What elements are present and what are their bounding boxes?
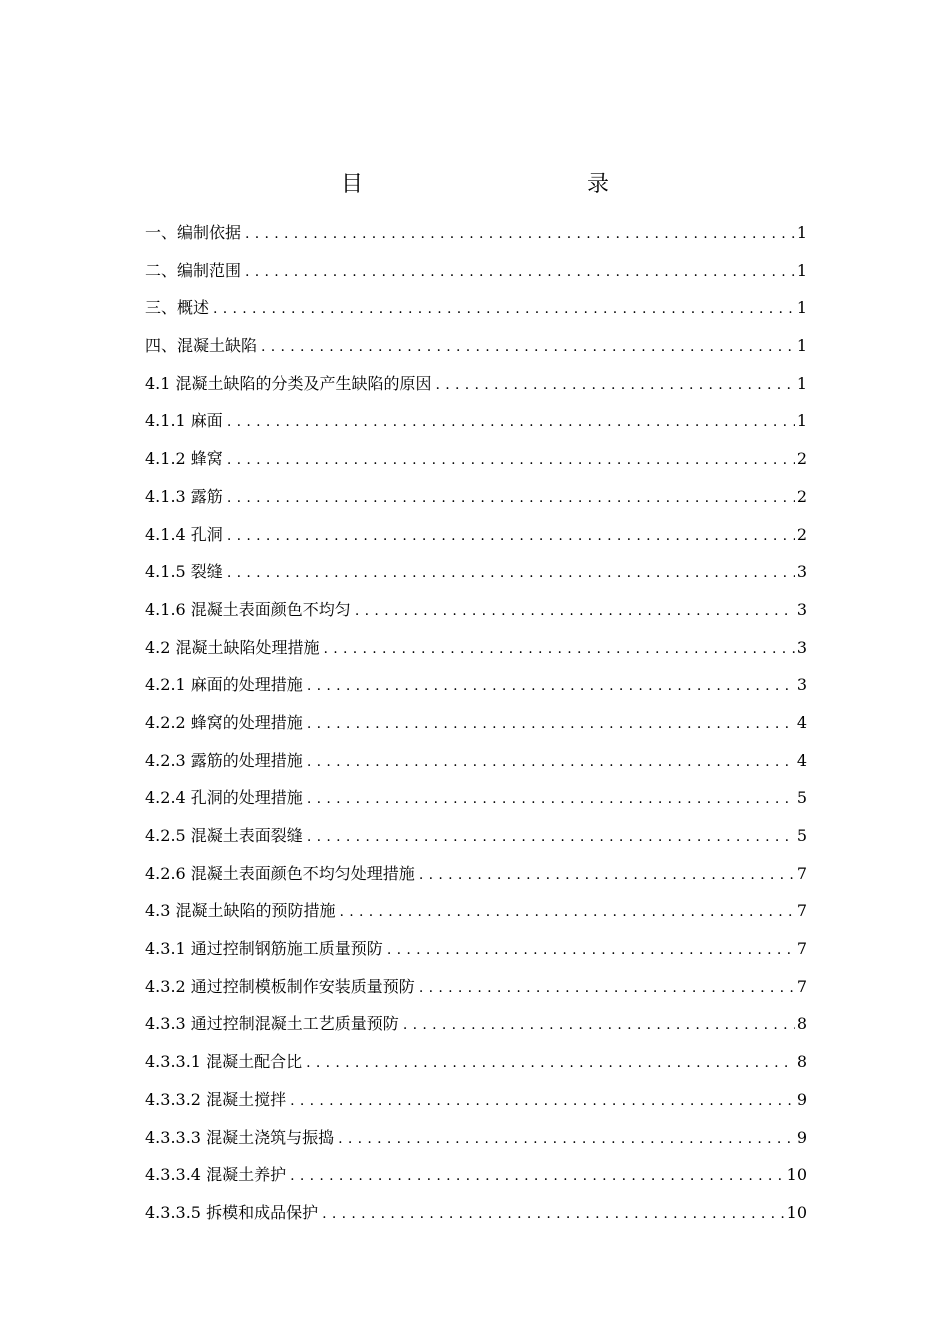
toc-entry[interactable]: [145, 334, 807, 372]
toc-entry[interactable]: [145, 975, 807, 1013]
toc-entry-label: 4.3.3.1 混凝土配合比: [145, 1052, 303, 1072]
toc-entry-label: 4.1.2 蜂窝: [145, 449, 223, 469]
toc-entry[interactable]: [145, 824, 807, 862]
toc-entry[interactable]: [145, 862, 807, 900]
toc-dot-leader: [307, 674, 795, 698]
toc-entry[interactable]: [145, 1050, 807, 1088]
toc-entry-page-number: 3: [796, 599, 807, 619]
toc-entry-label: 4.2 混凝土缺陷处理措施: [145, 637, 320, 657]
toc-entry-label: 一、编制依据: [145, 223, 242, 242]
toc-dot-leader: [245, 222, 795, 246]
toc-entry-page-number: 2: [796, 486, 807, 506]
toc-dot-leader: [307, 825, 795, 849]
toc-dot-leader: [227, 448, 795, 472]
toc-dot-leader: [290, 1164, 785, 1188]
toc-dot-leader: [227, 561, 795, 585]
toc-entry-page-number: 9: [796, 1089, 807, 1109]
toc-entry-label: 4.3 混凝土缺陷的预防措施: [145, 901, 336, 921]
toc-entry-page-number: 10: [786, 1202, 807, 1222]
toc-entry-page-number: 7: [796, 976, 807, 996]
toc-dot-leader: [436, 373, 795, 397]
toc-dot-leader: [290, 1089, 795, 1113]
toc-dot-leader: [307, 750, 795, 774]
toc-entry[interactable]: [145, 598, 807, 636]
toc-entry-page-number: 2: [796, 449, 807, 469]
toc-entry-label: 4.2.6 混凝土表面颜色不均匀处理措施: [145, 863, 415, 883]
toc-entry-label: 4.3.3.5 拆模和成品保护: [145, 1202, 319, 1222]
toc-dot-leader: [419, 863, 795, 887]
toc-entry-page-number: 1: [796, 223, 807, 242]
toc-entry-page-number: 1: [796, 336, 807, 356]
toc-dot-leader: [307, 712, 795, 736]
toc-entry-label: 4.1 混凝土缺陷的分类及产生缺陷的原因: [145, 373, 432, 393]
toc-entry[interactable]: [145, 447, 807, 485]
toc-entry-page-number: 9: [796, 1127, 807, 1147]
toc-entry-label: 4.3.1 通过控制钢筋施工质量预防: [145, 939, 383, 959]
toc-dot-leader: [306, 1051, 795, 1075]
toc-dot-leader: [355, 599, 795, 623]
toc-list: [145, 221, 807, 1239]
toc-entry[interactable]: [145, 296, 807, 334]
toc-entry-label: 4.1.5 裂缝: [145, 562, 223, 582]
toc-entry[interactable]: [145, 1126, 807, 1164]
toc-entry[interactable]: [145, 485, 807, 523]
toc-entry-page-number: 3: [796, 637, 807, 657]
toc-entry-page-number: 3: [796, 675, 807, 695]
toc-entry-page-number: 7: [796, 901, 807, 921]
toc-title: 目 录: [340, 172, 669, 197]
toc-entry[interactable]: [145, 372, 807, 410]
toc-dot-leader: [213, 297, 795, 321]
toc-dot-leader: [227, 410, 795, 434]
toc-dot-leader: [307, 787, 795, 811]
toc-entry-label: 4.2.3 露筋的处理措施: [145, 750, 303, 770]
toc-entry-page-number: 1: [796, 373, 807, 393]
toc-entry-page-number: 4: [796, 712, 807, 732]
toc-dot-leader: [227, 486, 795, 510]
toc-entry[interactable]: [145, 1012, 807, 1050]
toc-entry[interactable]: [145, 221, 807, 259]
toc-entry-label: 4.2.4 孔洞的处理措施: [145, 788, 303, 808]
toc-dot-leader: [403, 1013, 795, 1037]
toc-entry[interactable]: [145, 409, 807, 447]
toc-entry-page-number: 1: [796, 298, 807, 318]
toc-entry-page-number: 5: [796, 788, 807, 808]
toc-dot-leader: [261, 335, 795, 359]
toc-entry-label: 4.1.6 混凝土表面颜色不均匀: [145, 599, 351, 619]
toc-entry-label: 4.3.3 通过控制混凝土工艺质量预防: [145, 1014, 399, 1034]
toc-dot-leader: [322, 1202, 785, 1226]
toc-entry-label: 4.3.3.4 混凝土养护: [145, 1165, 287, 1185]
toc-entry[interactable]: [145, 937, 807, 975]
toc-dot-leader: [338, 1127, 795, 1151]
toc-dot-leader: [227, 524, 795, 548]
toc-entry-label: 4.1.3 露筋: [145, 486, 223, 506]
toc-dot-leader: [245, 260, 795, 284]
toc-dot-leader: [340, 900, 795, 924]
toc-entry-label: 4.1.1 麻面: [145, 411, 223, 431]
toc-entry[interactable]: [145, 523, 807, 561]
toc-entry[interactable]: [145, 636, 807, 674]
toc-entry-label: 四、混凝土缺陷: [145, 336, 258, 356]
toc-entry-page-number: 5: [796, 826, 807, 845]
toc-entry-label: 4.3.2 通过控制模板制作安装质量预防: [145, 976, 415, 996]
toc-entry[interactable]: [145, 1201, 807, 1239]
toc-entry-page-number: 1: [796, 411, 807, 431]
toc-entry-label: 4.1.4 孔洞: [145, 524, 223, 544]
toc-dot-leader: [387, 938, 795, 962]
toc-entry-label: 三、概述: [145, 298, 210, 318]
toc-entry[interactable]: [145, 673, 807, 711]
toc-entry-page-number: 8: [796, 1014, 807, 1034]
toc-entry-page-number: 10: [786, 1165, 807, 1185]
toc-entry[interactable]: [145, 259, 807, 297]
toc-entry-page-number: 8: [796, 1052, 807, 1072]
toc-dot-leader: [419, 976, 795, 1000]
toc-entry-label: 二、编制范围: [145, 260, 242, 280]
toc-entry-label: 4.2.2 蜂窝的处理措施: [145, 712, 303, 732]
toc-entry-label: 4.3.3.2 混凝土搅拌: [145, 1089, 287, 1109]
toc-entry-label: 4.2.5 混凝土表面裂缝: [145, 826, 303, 845]
toc-dot-leader: [324, 637, 795, 661]
toc-entry-page-number: 7: [796, 939, 807, 959]
toc-entry[interactable]: [145, 899, 807, 937]
toc-entry-page-number: 7: [796, 863, 807, 883]
toc-entry[interactable]: [145, 786, 807, 824]
toc-entry-page-number: 1: [796, 260, 807, 280]
toc-entry-label: 4.2.1 麻面的处理措施: [145, 675, 303, 695]
toc-entry[interactable]: [145, 1088, 807, 1126]
toc-entry-page-number: 3: [796, 562, 807, 582]
toc-entry-page-number: 4: [796, 750, 807, 770]
toc-entry[interactable]: [145, 749, 807, 787]
toc-entry[interactable]: [145, 560, 807, 598]
toc-entry[interactable]: [145, 711, 807, 749]
toc-entry-page-number: 2: [796, 524, 807, 544]
toc-entry-label: 4.3.3.3 混凝土浇筑与振捣: [145, 1127, 335, 1147]
toc-entry[interactable]: [145, 1163, 807, 1201]
